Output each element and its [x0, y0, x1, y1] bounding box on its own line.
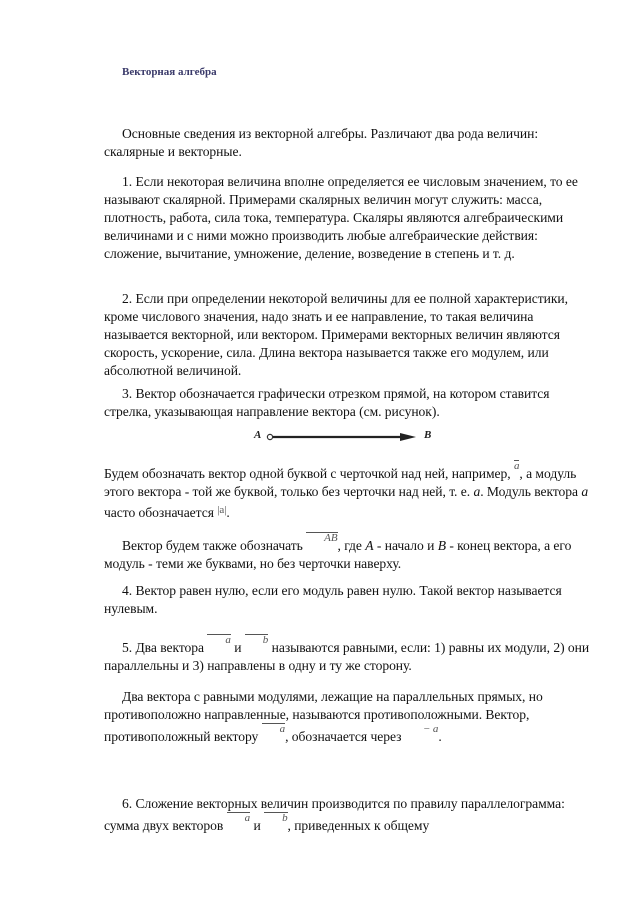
vector-a-symbol: a [513, 460, 520, 472]
paragraph-9 [104, 795, 594, 835]
p5-var-b: B [437, 538, 446, 553]
paragraph-1: 1. Если некоторая величина вполне определяется ее числовым значением, то ее называют скалярной. Примерами скалярных величин могут служить: масса, плотность, работа, сила тока, температура. Скаляры являются алгебраическими величинами и с ними можно производить любые алгебраические действия: сложение, вычитание, умножение, деление, возведение в степень и т. д. [104, 174, 578, 261]
paragraph-3: 3. Вектор обозначается графически отрезком прямой, на котором ставится стрелка, указывающая направление вектора (см. рисунок). [104, 386, 550, 419]
vector-figure [254, 430, 434, 444]
p7-text-b: и [234, 640, 242, 655]
vector-arrow-icon [254, 430, 434, 444]
p9-text-b: и [253, 818, 261, 833]
vector-a-symbol: a [227, 813, 250, 823]
p8-text-a: Два вектора с равными модулями, лежащие на параллельных прямых, но противоположно направленные, называются противоположными. Вектор, противоположный вектору [104, 689, 543, 744]
paragraph-7 [104, 635, 594, 675]
p5-var-a: A [365, 538, 374, 553]
paragraph-4 [104, 461, 594, 522]
negative-vector-symbol: − a [422, 723, 439, 735]
paragraph-5 [104, 533, 594, 573]
p7-text-c: называются равными, если: 1) равны их модули, 2) они параллельны и 3) направлены в одну и ту же сторону. [104, 640, 590, 673]
p4-text-b: , а модуль этого вектора - той же буквой, только без черточки над ней, т. е. [104, 466, 577, 499]
vector-b-symbol: b [245, 635, 268, 645]
p8-text-b: , обозначается через [285, 729, 402, 744]
paragraph-6: 4. Вектор равен нулю, если его модуль равен нулю. Такой вектор называется нулевым. [104, 583, 562, 616]
p4-text-e: . [226, 505, 230, 520]
p5-text-d: - конец вектора, а его модуль - теми же буквами, но без черточки наверху. [104, 538, 572, 571]
p4-var-a: a [473, 484, 481, 499]
vector-ab-symbol: AB [306, 533, 337, 543]
vector-a-symbol: a [262, 724, 285, 734]
paragraph-intro: Основные сведения из векторной алгебры. Различают два рода величин: скалярные и векторные. [104, 126, 539, 159]
p8-text-c: . [438, 729, 442, 744]
section-heading: Векторная алгебра [122, 66, 217, 78]
modulus-symbol: |a| [217, 504, 227, 516]
p9-text-a: 6. Сложение векторных величин производится по правилу параллелограмма: сумма двух векторов [104, 796, 565, 833]
vector-end-label: B [424, 429, 432, 441]
vector-b-symbol: b [264, 813, 287, 823]
vector-a-symbol: a [207, 635, 230, 645]
p5-text-b: , где [337, 538, 362, 553]
paragraph-8 [104, 688, 594, 746]
p7-text-a: 5. Два вектора [122, 640, 205, 655]
p5-text-c: - начало и [376, 538, 435, 553]
p4-text-d: часто обозначается [104, 505, 214, 520]
p5-text-a: Вектор будем также обозначать [122, 538, 303, 553]
p4-var-a2: a [581, 484, 589, 499]
paragraph-2: 2. Если при определении некоторой величины для ее полной характеристики, кроме числового значения, надо знать и ее направление, то такая величина называется векторной, или вектором. Примерами векторных величин являются скорость, ускорение, сила. Длина вектора называется также его модулем, или абсолютной величиной. [104, 291, 568, 378]
p4-text-a: Будем обозначать вектор одной буквой с черточкой над ней, например, [104, 466, 511, 481]
p9-text-c: , приведенных к общему [287, 818, 430, 833]
vector-start-label: A [254, 429, 262, 441]
p4-text-c: . Модуль вектора [480, 484, 579, 499]
